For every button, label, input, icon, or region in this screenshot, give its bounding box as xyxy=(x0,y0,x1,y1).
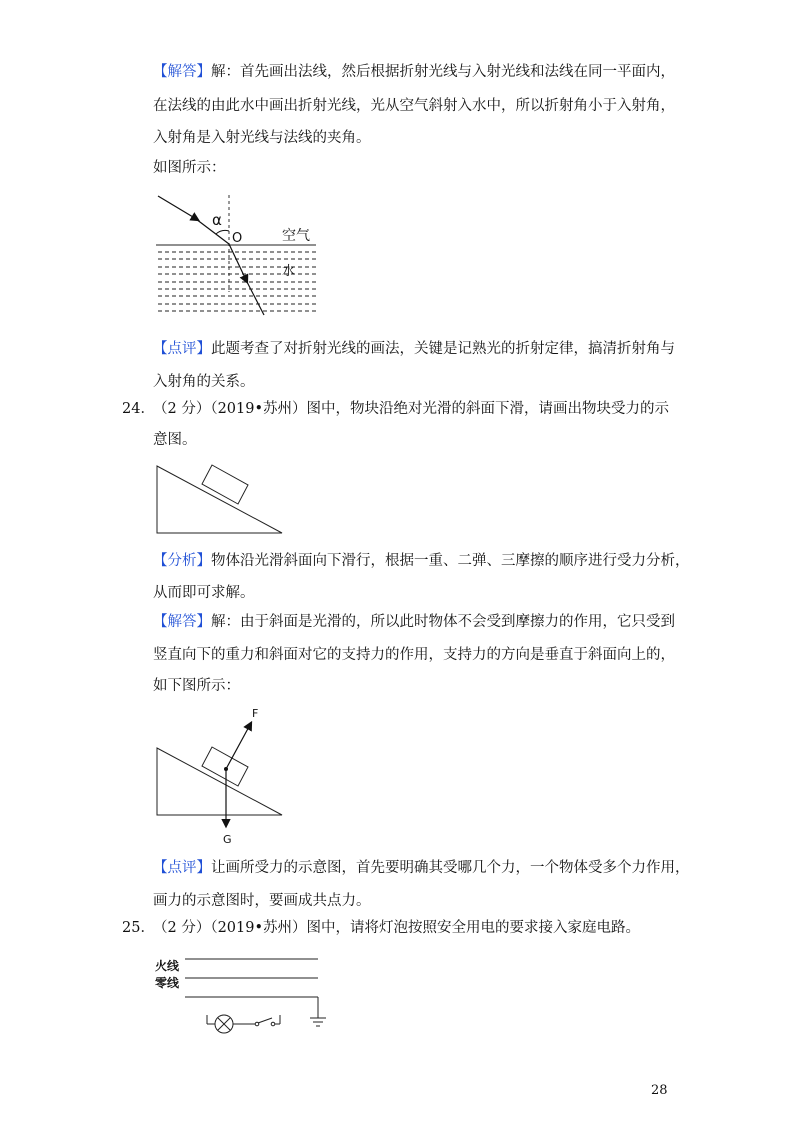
alpha-label: α xyxy=(212,211,222,229)
review-tag: 【点评】 xyxy=(153,860,211,876)
q24-answer-line-2: 竖直向下的重力和斜面对它的支持力的作用，支持力的方向是垂直于斜面向上的， xyxy=(153,647,675,663)
q23-review-line-2: 入射角的关系。 xyxy=(153,374,255,390)
ground-symbol xyxy=(310,1018,326,1026)
page-number: 28 xyxy=(651,1083,668,1098)
q23-answer-line-3: 入射角是入射光线与法线的夹角。 xyxy=(153,130,371,146)
answer-tag: 【解答】 xyxy=(153,64,211,80)
switch-symbol xyxy=(255,1018,275,1026)
q25-stem: （2 分）（2019•苏州）图中，请将灯泡按照安全用电的要求接入家庭电路。 xyxy=(153,920,641,936)
force-f-label: F xyxy=(252,707,259,720)
q24-stem-line-1: （2 分）（2019•苏州）图中，物块沿绝对光滑的斜面下滑，请画出物块受力的示 xyxy=(153,401,670,417)
point-o-label: O xyxy=(232,231,243,246)
q24-analysis-line-2: 从而即可求解。 xyxy=(153,585,255,601)
analysis-tag: 【分析】 xyxy=(153,553,211,569)
q24-analysis-line-1: 【分析】物体沿光滑斜面向下滑行，根据一重、二弹、三摩擦的顺序进行受力分析， xyxy=(153,553,690,569)
q23-answer-line-1: 【解答】解：首先画出法线，然后根据折射光线与入射光线和法线在同一平面内， xyxy=(153,64,675,80)
live-wire-label: 火线 xyxy=(155,959,180,973)
air-label: 空气 xyxy=(282,228,310,244)
q25-number: 25． xyxy=(122,920,155,936)
q24-answer-line-3: 如下图所示： xyxy=(153,678,240,694)
q24-review-line-1: 【点评】让画所受力的示意图，首先要明确其受哪几个力，一个物体受多个力作用， xyxy=(153,860,690,876)
answer-tag: 【解答】 xyxy=(153,614,211,630)
q23-answer-line-4: 如图所示： xyxy=(153,160,226,176)
neutral-wire-label: 零线 xyxy=(155,976,180,990)
lamp-symbol xyxy=(215,1015,233,1033)
force-g-label: G xyxy=(223,833,232,846)
water-label: 水 xyxy=(282,264,296,279)
q23-answer-line-2: 在法线的由此水中画出折射光线，光从空气斜射入水中，所以折射角小于入射角， xyxy=(153,98,675,114)
review-tag: 【点评】 xyxy=(153,341,211,357)
q23-review-line-1: 【点评】此题考查了对折射光线的画法，关键是记熟光的折射定律，搞清折射角与 xyxy=(153,341,675,357)
q24-stem-line-2: 意图。 xyxy=(153,432,197,448)
q24-answer-line-1: 【解答】解：由于斜面是光滑的，所以此时物体不会受到摩擦力的作用，它只受到 xyxy=(153,614,675,630)
q24-number: 24． xyxy=(122,401,155,417)
q24-review-line-2: 画力的示意图时，要画成共点力。 xyxy=(153,893,371,909)
